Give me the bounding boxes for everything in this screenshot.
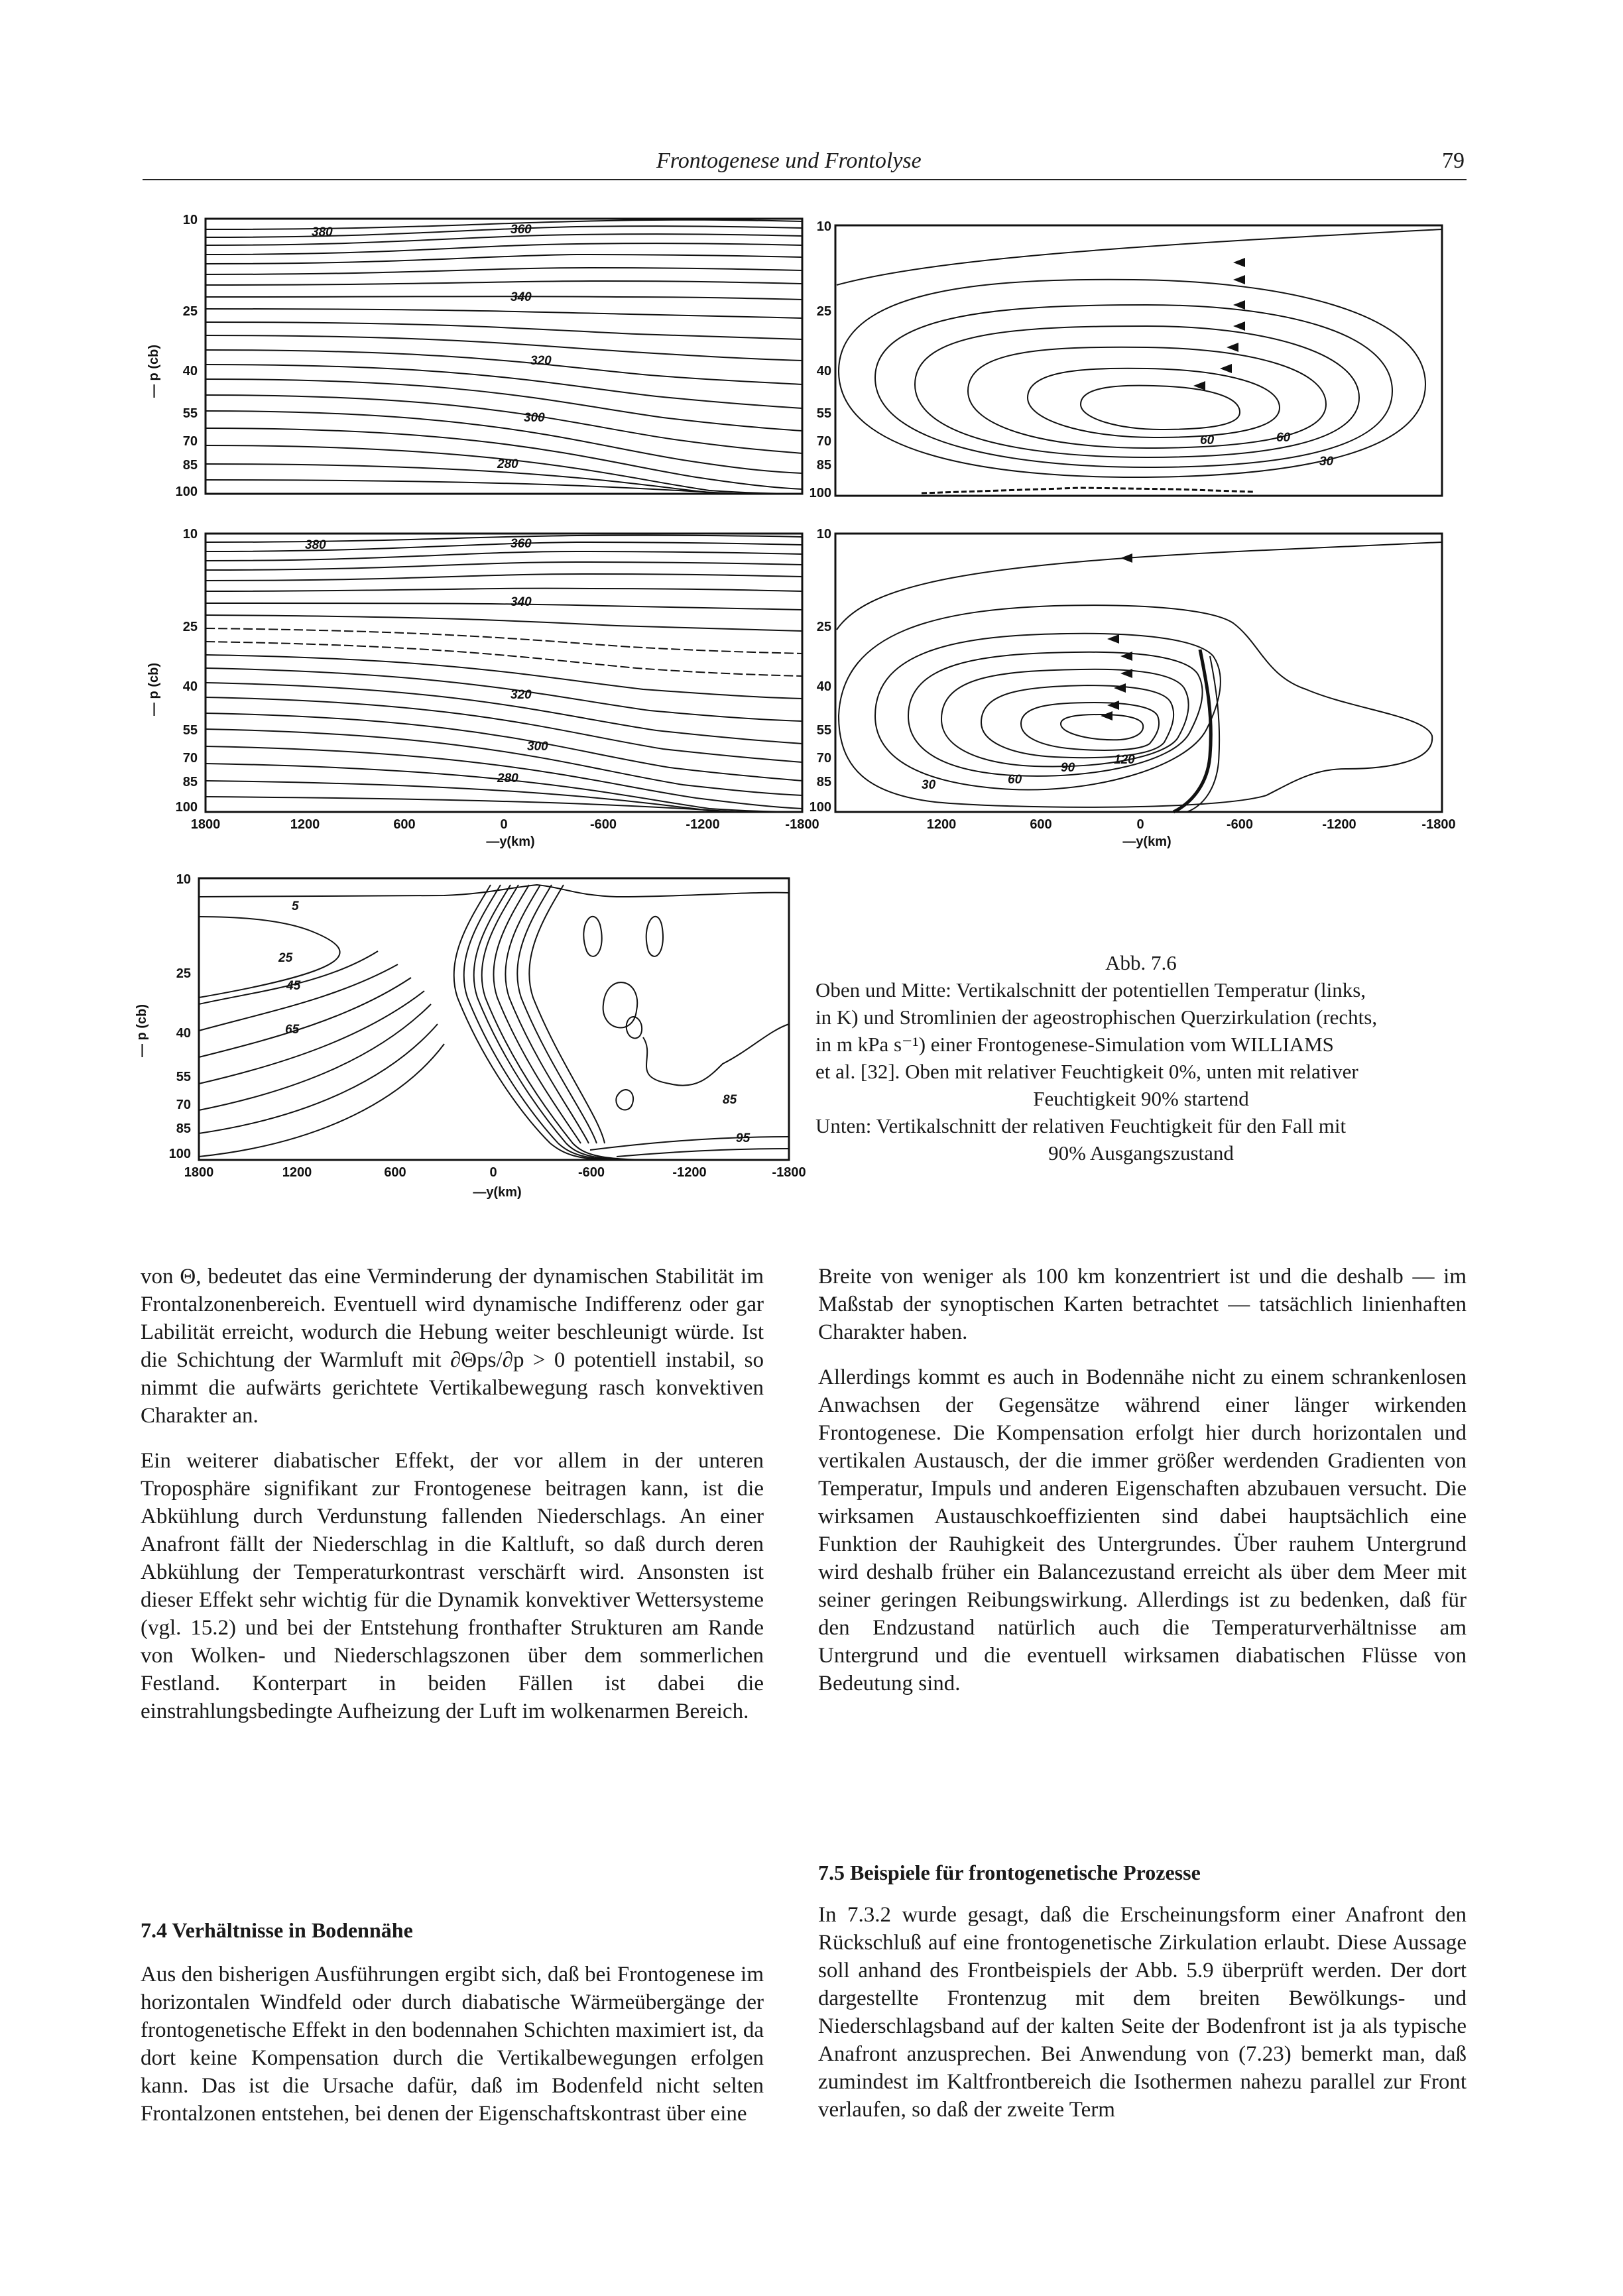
y-tick: 1200 — [282, 1165, 312, 1180]
streamline-label: 60 — [1276, 431, 1291, 445]
isentrope-label: 380 — [305, 538, 326, 552]
paragraph: Allerdings kommt es auch in Bodennähe nicht zu einem schrankenlosen Anwachsen der Gegensätze während einer länger wirkenden Frontogenese. Die Kompensation erfolgt hier durch horizontalen und vertikalen Austausch, der die immer größer werdenden Gradienten von Temperatur, Impuls und anderen Eigenschaften abzubauen versucht. Die wirksamen Austauschkoeffizienten sind dabei hauptsächlich eine Funktion der Rauhigkeit des Untergrundes. Über rauhem Untergrund wird deshalb früher ein Balancezustand erreicht als über dem Meer mit seiner geringen Reibungswirkung. Allerdings ist zu bedenken, daß für den Endzustand natürlich auch die Temperaturverhältnisse am Untergrund und die eventuell wirksamen diabatischen Flüsse von Bedeutung sind. — [818, 1365, 1467, 1695]
humidity-label: 45 — [286, 979, 301, 993]
y-tick: -1800 — [772, 1165, 806, 1180]
panel-top-right-streamlines — [802, 205, 1485, 510]
p-tick: 40 — [182, 679, 198, 694]
panel-middle-right-streamlines — [802, 517, 1485, 848]
humidity-label: 5 — [292, 899, 299, 913]
isentrope-label: 340 — [511, 290, 532, 304]
p-axis-label: — p (cb) — [147, 345, 161, 398]
y-tick: 1800 — [190, 817, 221, 832]
streamline-label: 30 — [1319, 455, 1334, 469]
p-tick: 40 — [182, 364, 198, 378]
p-tick: 70 — [176, 1098, 191, 1112]
isentrope-label: 340 — [511, 595, 532, 609]
p-tick: 10 — [816, 527, 831, 542]
panel-middle-left-potential-temperature — [113, 517, 819, 849]
p-tick: 100 — [809, 800, 831, 815]
isentrope-label: 300 — [524, 411, 545, 425]
p-tick: 25 — [816, 620, 831, 634]
humidity-label: 65 — [285, 1023, 300, 1037]
p-tick: 85 — [182, 458, 198, 473]
caption-line: Unten: Vertikalschnitt der relativen Feuchtigkeit für den Fall mit — [815, 1114, 1347, 1137]
p-tick: 25 — [816, 304, 831, 319]
p-tick: 70 — [816, 751, 831, 766]
isentrope-label: 360 — [511, 223, 532, 237]
y-axis-label: —y(km) — [473, 1185, 522, 1200]
p-tick: 10 — [176, 872, 191, 887]
p-tick: 55 — [816, 723, 831, 738]
y-tick: -1200 — [686, 817, 720, 832]
p-tick: 40 — [176, 1026, 191, 1041]
p-tick: 100 — [168, 1147, 191, 1161]
paragraph: Ein weiterer diabatischer Effekt, der vor allem in der unteren Troposphäre signifikant zur Frontogenese beitragen kann, ist die Abkühlung durch Verdunstung fallenden Niederschlags. An einer Anafront fällt der Niederschlag in die Kaltluft, so daß durch deren Abkühlung der Temperaturkontrast verschärft wird. Ansonsten ist dieser Effekt sehr wichtig für die Dynamik konvektiver Wettersysteme (vgl. 15.2) und bei der Entstehung fronthafter Strukturen am Rande von Wolken- und Niederschlagszonen über dem sommerlichen Festland. Konterpart in beiden Fällen ist dabei die einstrahlungsbedingte Aufheizung der Luft im wolkenarmen Bereich. — [141, 1449, 764, 1723]
caption-line: in m kPa s⁻¹) einer Frontogenese-Simulation vom WILLIAMS — [815, 1033, 1334, 1056]
y-tick: 1800 — [184, 1165, 214, 1180]
p-tick: 55 — [176, 1070, 191, 1084]
panel-top-left-potential-temperature — [113, 205, 815, 510]
paragraph: von Θ, bedeutet das eine Verminderung der dynamischen Stabilität im Frontalzonenbereich. Eventuell wird dynamische Indifferenz oder gar Labilität erreicht, wodurch die Hebung weiter beschleunigt würde. Ist die Schichtung der Warmluft mit ∂Θps/∂p > 0 potentiell instabil, so nimmt die aufwärts gerichtete Vertikalbewegung rasch konvektiven Charakter an. — [141, 1265, 764, 1428]
p-tick: 10 — [182, 527, 198, 542]
isentrope-label: 320 — [530, 354, 552, 368]
p-tick: 25 — [182, 620, 198, 634]
p-tick: 55 — [182, 723, 198, 738]
isentrope-label: 380 — [312, 225, 333, 239]
p-tick: 40 — [816, 364, 831, 378]
streamline-label: 90 — [1061, 761, 1075, 775]
y-tick: 0 — [489, 1165, 497, 1180]
y-tick: 0 — [500, 817, 508, 832]
p-tick: 40 — [816, 679, 831, 694]
y-tick: -1200 — [672, 1165, 707, 1180]
figure-number: Abb. 7.6 — [1105, 951, 1177, 974]
humidity-label: 85 — [723, 1093, 737, 1107]
section-heading-7-5: 7.5 Beispiele für frontogenetische Prozesse — [818, 1861, 1201, 1884]
caption-line: et al. [32]. Oben mit relativer Feuchtigkeit 0%, unten mit relativer — [815, 1060, 1358, 1083]
isentrope-label: 280 — [497, 457, 518, 471]
isentrope-label: 280 — [497, 772, 518, 785]
figure-caption — [815, 949, 1467, 1167]
p-tick: 100 — [175, 800, 198, 815]
p-tick: 70 — [182, 751, 198, 766]
p-tick: 25 — [176, 966, 191, 981]
y-tick: -600 — [1226, 817, 1254, 832]
left-text-column — [141, 1263, 764, 1743]
right-text-column — [818, 1263, 1467, 1715]
isentrope-label: 320 — [511, 688, 532, 702]
p-tick: 100 — [809, 486, 831, 500]
streamline-label: 60 — [1200, 433, 1215, 447]
p-tick: 55 — [816, 406, 831, 421]
p-tick: 85 — [816, 458, 831, 473]
caption-line: in K) und Stromlinien der ageostrophischen Querzirkulation (rechts, — [815, 1005, 1378, 1029]
y-tick: -1200 — [1322, 817, 1356, 832]
caption-line: Oben und Mitte: Vertikalschnitt der potentiellen Temperatur (links, — [815, 978, 1366, 1002]
p-tick: 85 — [182, 775, 198, 789]
p-tick: 85 — [176, 1121, 191, 1136]
y-tick: 0 — [1136, 817, 1144, 832]
isentrope-label: 360 — [511, 537, 532, 551]
p-axis-label: — p (cb) — [135, 1004, 149, 1057]
y-tick: 1200 — [926, 817, 957, 832]
p-tick: 100 — [175, 485, 198, 499]
panel-frame — [835, 534, 1442, 812]
paragraph: In 7.3.2 wurde gesagt, daß die Erscheinungsform einer Anafront den Rückschluß auf eine frontogenetische Zirkulation erlaubt. Diese Aussage soll anhand des Frontbeispiels der Abb. 5.9 überprüft werden. Der dort dargestellte Frontenzug mit dem breiten Bewölkungs- und Niederschlagsband auf der kalten Seite der Bodenfront ist ja als typische Anafront anzusprechen. Bei Anwendung von (7.23) bemerkt man, daß zumindest im Kaltfrontbereich die Isothermen nahezu parallel zur Front verlaufen, so daß der zweite Term — [818, 1903, 1467, 2122]
page-number: 79 — [1442, 148, 1465, 173]
y-tick: -1800 — [785, 817, 819, 832]
p-tick: 25 — [182, 304, 198, 319]
y-tick: -600 — [577, 1165, 605, 1180]
y-axis-label: —y(km) — [1122, 834, 1172, 849]
panel-bottom-relative-humidity — [113, 865, 815, 1203]
y-tick: 600 — [393, 817, 416, 832]
streamline-label: 120 — [1114, 753, 1135, 767]
isentrope-label: 300 — [527, 740, 548, 754]
header-rule — [143, 179, 1467, 180]
streamline-label: 60 — [1008, 773, 1022, 787]
humidity-label: 25 — [278, 951, 293, 965]
section-heading-7-4: 7.4 Verhältnisse in Bodennähe — [141, 1918, 413, 1942]
p-tick: 70 — [182, 434, 198, 449]
y-tick: 1200 — [290, 817, 320, 832]
streamline-label: 30 — [922, 778, 936, 792]
y-tick: 600 — [384, 1165, 406, 1180]
p-axis-label: — p (cb) — [147, 663, 161, 716]
p-tick: 10 — [816, 219, 831, 234]
p-tick: 70 — [816, 434, 831, 449]
running-header-title: Frontogenese und Frontolyse — [656, 148, 922, 173]
p-tick: 10 — [182, 213, 198, 227]
humidity-label: 95 — [736, 1131, 751, 1145]
p-tick: 55 — [182, 406, 198, 421]
paragraph: Aus den bisherigen Ausführungen ergibt sich, daß bei Frontogenese im horizontalen Windfeld oder durch diabatische Wärmeübergänge der frontogenetische Effekt in den bodennahen Schichten maximiert ist, da dort keine Kompensation durch die Vertikalbewegungen erfolgen kann. Das ist die Ursache dafür, daß im Bodenfeld nicht selten Frontalzonen entstehen, bei denen der Eigenschaftskontrast über eine — [141, 1963, 764, 2126]
y-tick: -600 — [589, 817, 617, 832]
p-tick: 85 — [816, 775, 831, 789]
y-tick: -1800 — [1421, 817, 1456, 832]
caption-line: Feuchtigkeit 90% startend — [1033, 1087, 1249, 1110]
y-tick: 600 — [1030, 817, 1052, 832]
paragraph: Breite von weniger als 100 km konzentriert ist und die deshalb — im Maßstab der synoptischen Karten betrachtet — tatsächlich linienhaften Charakter haben. — [818, 1265, 1467, 1344]
panel-frame — [835, 225, 1442, 496]
y-axis-label: —y(km) — [486, 834, 535, 849]
caption-line: 90% Ausgangszustand — [1048, 1141, 1234, 1165]
